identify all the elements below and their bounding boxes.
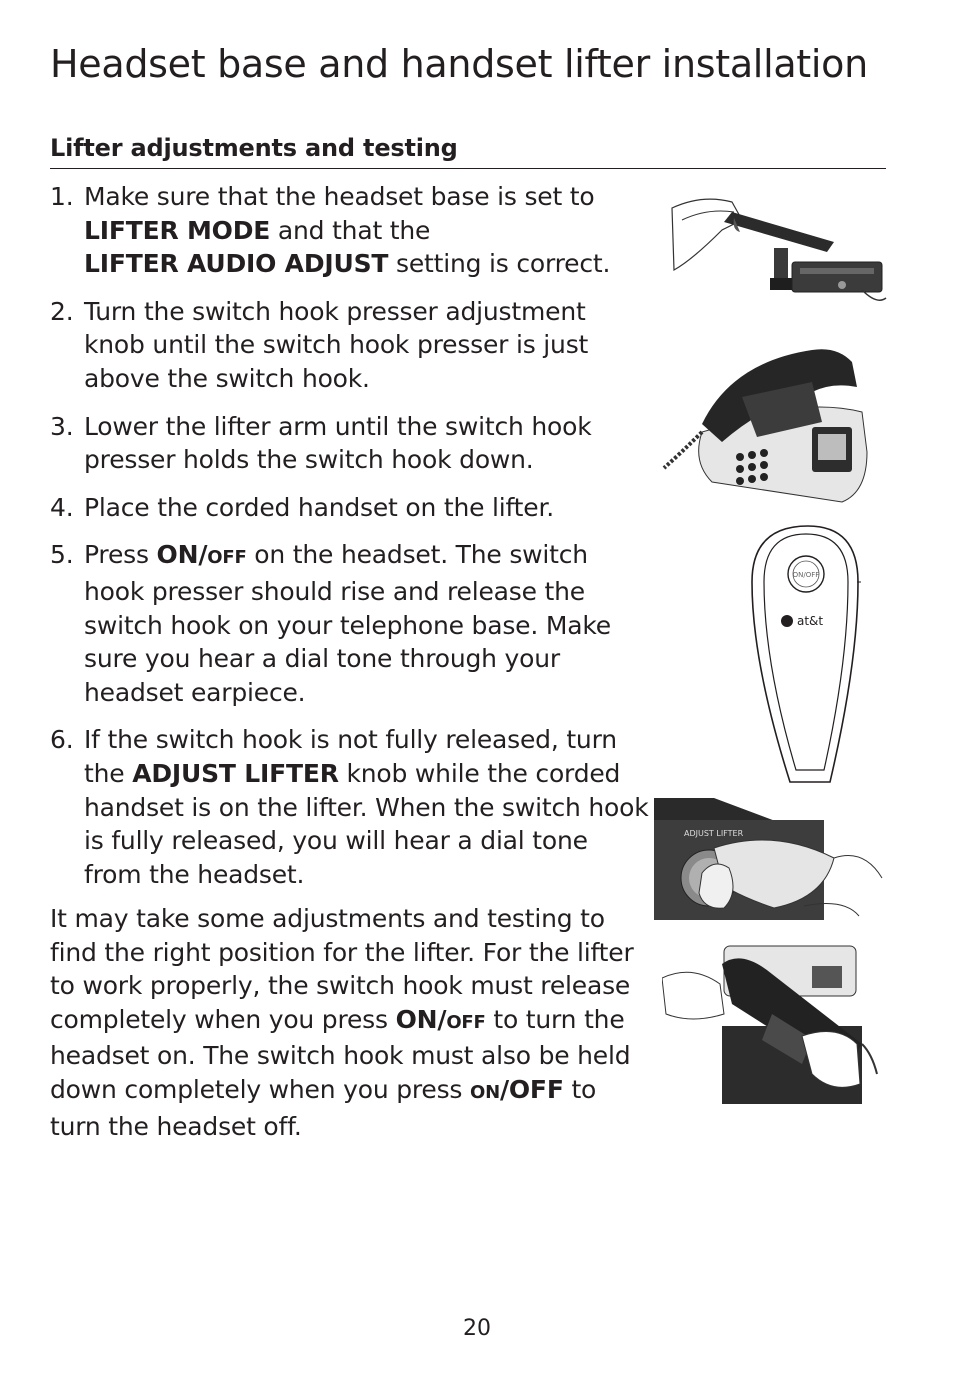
step-text: If the switch hook is not fully released, turn the [84,725,617,788]
adjust-lifter-label: ADJUST LIFTER [684,829,744,838]
adjust-lifter-knob-illustration [654,798,884,920]
step-text: Lower the lifter arm until the switch hook presser holds the switch hook down. [84,411,592,475]
off-key-label: /OFF [499,1074,564,1104]
step-2 [50,295,650,396]
headset-brand: at&t [797,614,824,628]
step-number: 5. [50,540,74,570]
on-key-label: ON [469,1081,500,1103]
section-heading: Lifter adjustments and testing [50,134,886,169]
step-text: Place the corded handset on the lifter. [84,492,554,522]
step-text: knob while the corded handset is on the lifter. When the switch hook is fully released, you will hear a dial tone from the headset. [84,758,649,889]
paragraph-text: to turn the headset on. The switch hook must also be held down completely when you press [50,1004,631,1104]
instruction-steps [50,180,650,905]
on-key-label: ON/ [156,540,208,570]
step-text: Make sure that the headset base is set to [84,182,595,211]
step-1 [50,180,650,281]
closing-paragraph [50,902,650,1143]
step-4 [50,491,650,525]
telephone-with-lifter-illustration [662,342,872,512]
lifter-mode-term: LIFTER MODE [84,215,271,245]
step-number: 1. [50,182,74,211]
headset-illustration [740,522,870,788]
lifter-audio-adjust-term: LIFTER AUDIO ADJUST [84,249,389,279]
step-number: 4. [50,492,74,522]
step-6 [50,723,650,891]
handset-on-lifter-illustration [662,944,882,1106]
paragraph-text: to turn the headset off. [50,1074,597,1141]
lifter-arm-illustration [662,190,892,310]
step-text: Turn the switch hook presser adjustment knob until the switch hook presser is just above the switch hook. [84,296,589,393]
step-5 [50,538,650,709]
step-text: Press [84,540,157,570]
step-number: 6. [50,725,74,755]
on-key-label: ON/ [395,1004,447,1034]
step-3 [50,410,650,477]
page-number: 20 [463,1316,491,1341]
step-text: on the headset. The switch hook presser should rise and release the switch hook on your telephone base. Make sure you hear a dial tone through your headset earpiece. [84,540,611,707]
headset-on-off-label: ON/OFF [792,571,820,579]
step-text: and that the [270,215,431,245]
step-number: 3. [50,411,74,441]
off-key-label: OFF [207,547,247,569]
page-title: Headset base and handset lifter installation [50,42,868,86]
paragraph-text: It may take some adjustments and testing to find the right position for the lifter. For the lifter to work properly, the switch hook must release completely when you press [50,904,634,1034]
off-key-label: OFF [446,1011,486,1033]
step-number: 2. [50,296,74,326]
att-logo-icon [781,615,793,627]
step-text: setting is correct. [388,249,611,279]
adjust-lifter-term: ADJUST LIFTER [132,758,339,788]
